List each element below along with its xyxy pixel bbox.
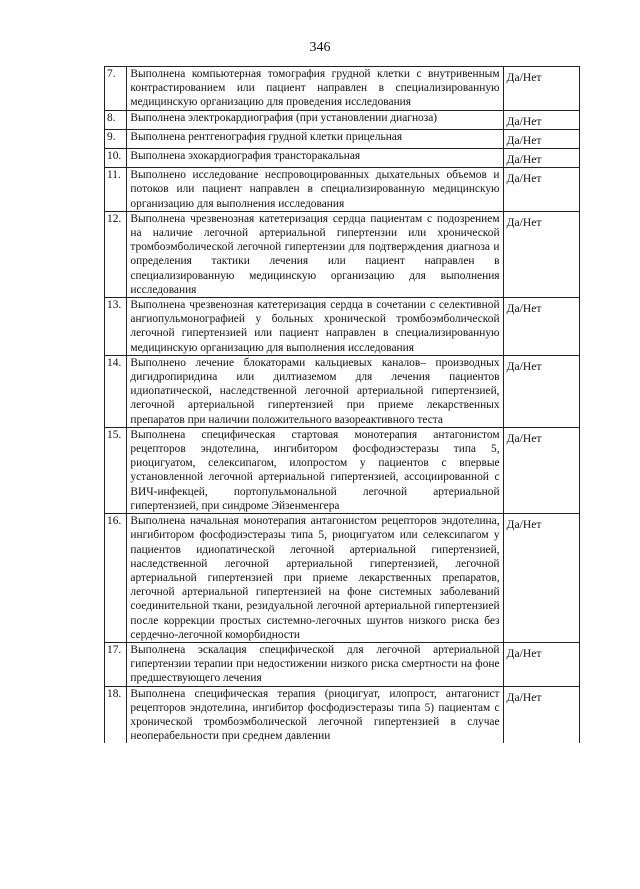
table-row [105, 110, 580, 129]
quality-criteria-table [104, 66, 580, 743]
answer-cell: Да/Нет [503, 514, 579, 643]
row-number: 15. [105, 427, 127, 513]
row-number: 14. [105, 355, 127, 427]
criterion-text: Выполнена специфическая терапия (риоцигуат, илопрост, антагонист рецепторов эндотелина, ингибитор фосфодиэстеразы типа 5) пациентам с хронической тромбоэмболической легочной гипертензией в случае неоперабельности при среднем давлении [127, 686, 503, 743]
table-row [105, 168, 580, 212]
row-number: 11. [105, 168, 127, 212]
answer-cell: Да/Нет [503, 642, 579, 686]
table-row [105, 67, 580, 111]
table-row [105, 211, 580, 297]
row-number: 10. [105, 149, 127, 168]
criterion-text: Выполнена рентгенография грудной клетки прицельная [127, 129, 503, 148]
page-number: 346 [309, 40, 331, 55]
table-row [105, 427, 580, 513]
answer-cell: Да/Нет [503, 149, 579, 168]
row-number: 12. [105, 211, 127, 297]
answer-cell: Да/Нет [503, 355, 579, 427]
answer-cell: Да/Нет [503, 427, 579, 513]
answer-cell: Да/Нет [503, 67, 579, 111]
row-number: 7. [105, 67, 127, 111]
table-row [105, 129, 580, 148]
criterion-text: Выполнена электрокардиография (при установлении диагноза) [127, 110, 503, 129]
answer-cell: Да/Нет [503, 129, 579, 148]
criterion-text: Выполнена специфическая стартовая монотерапия антагонистом рецепторов эндотелина, ингибитором фосфодиэстеразы типа 5, риоцигуатом, селексипагом, илопростом у пациентов с впервые установленной легочной артериальной гипертензией, ассоциированной с ВИЧ-инфекцей, портопульмональной легочной артериальной гипертензией, при синдроме Эйзенменгера [127, 427, 503, 513]
table-row [105, 298, 580, 356]
answer-cell: Да/Нет [503, 686, 579, 743]
row-number: 16. [105, 514, 127, 643]
table-row [105, 149, 580, 168]
row-number: 13. [105, 298, 127, 356]
answer-cell: Да/Нет [503, 298, 579, 356]
row-number: 18. [105, 686, 127, 743]
row-number: 8. [105, 110, 127, 129]
criterion-text: Выполнена чрезвенозная катетеризация сердца пациентам с подозрением на наличие легочной артериальной гипертензии или хронической тромбоэмболической легочной гипертензии для подтверждения диагноза и определения тактики лечения или пациент направлен в специализированную медицинскую организацию для выполнения исследования [127, 211, 503, 297]
criterion-text: Выполнено лечение блокаторами кальциевых каналов– производных дигидропиридина или дилтиаземом для лечения пациентов идиопатической, наследственной легочной артериальной гипертензией, легочной артериальной гипертензией при приеме лекарственных препаратов при наличии положительного вазореактивного теста [127, 355, 503, 427]
criterion-text: Выполнено исследование неспровоцированных дыхательных объемов и потоков или пациент направлен в специализированную медицинскую организацию для выполнения исследования [127, 168, 503, 212]
criterion-text: Выполнена эскалация специфической для легочной артериальной гипертензии терапии при недостижении низкого риска смертности на фоне предшествующего лечения [127, 642, 503, 686]
criterion-text: Выполнена эхокардиография трансторакальная [127, 149, 503, 168]
row-number: 9. [105, 129, 127, 148]
row-number: 17. [105, 642, 127, 686]
answer-cell: Да/Нет [503, 168, 579, 212]
criterion-text: Выполнена начальная монотерапия антагонистом рецепторов эндотелина, ингибитором фосфодиэстеразы типа 5, риоцигуатом или селексипагом у пациентов идиопатической легочной артериальной гипертензией, наследственной легочной артериальной гипертензией, легочной артериальной гипертензией при приеме лекарственных препаратов, легочной артериальной гипертензией на фоне системных заболеваний соединительной ткани, резидуальной легочной артериальной гипертензией после коррекции простых системно-легочных шунтов низкого риска без сердечно-легочной коморбидности [127, 514, 503, 643]
answer-cell: Да/Нет [503, 110, 579, 129]
answer-cell: Да/Нет [503, 211, 579, 297]
criterion-text: Выполнена компьютерная томография грудной клетки с внутривенным контрастированием или пациент направлен в специализированную медицинскую организацию для проведения исследования [127, 67, 503, 111]
table-row [105, 686, 580, 743]
table-row [105, 355, 580, 427]
table-row [105, 514, 580, 643]
criterion-text: Выполнена чрезвенозная катетеризация сердца в сочетании с селективной ангиопульмонографией у больных хронической тромбоэмболической легочной гипертензией или пациент направлен в специализированную медицинскую организацию для выполнения исследования [127, 298, 503, 356]
table-row [105, 642, 580, 686]
